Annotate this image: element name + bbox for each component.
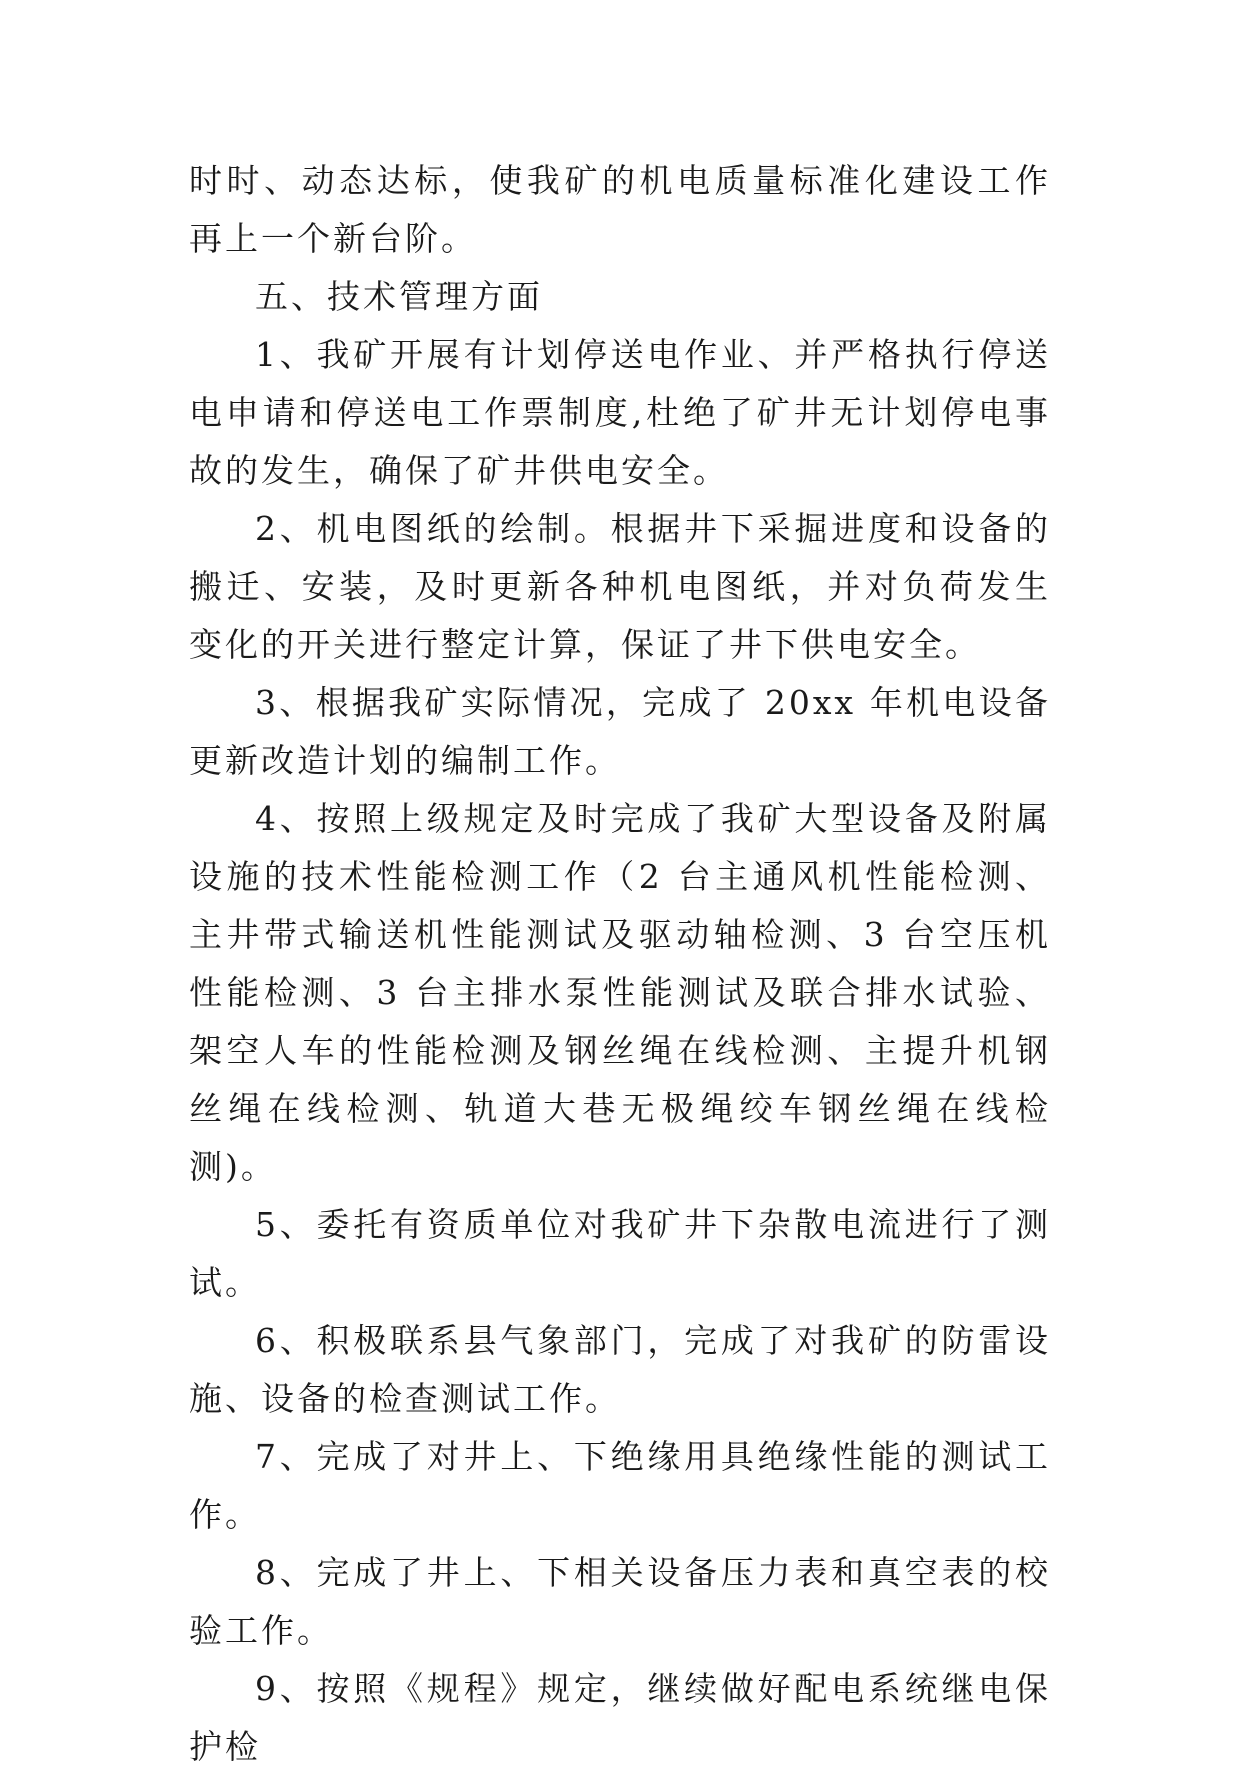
list-item-4: 4、按照上级规定及时完成了我矿大型设备及附属设施的技术性能检测工作（2 台主通风机性能检测、主井带式输送机性能测试及驱动轴检测、3 台空压机性能检测、3 台主排水泵性能测试及联合排水试验、架空人车的性能检测及钢丝绳在线检测、主提升机钢丝绳在线检测、轨道大巷无极绳绞车钢丝绳在线检测)。	[189, 799, 1051, 1186]
list-item-2: 2、机电图纸的绘制。根据井下采掘进度和设备的搬迁、安装，及时更新各种机电图纸，并对负荷发生变化的开关进行整定计算，保证了井下供电安全。	[189, 509, 1051, 664]
list-item-6: 6、积极联系县气象部门，完成了对我矿的防雷设施、设备的检查测试工作。	[189, 1321, 1051, 1418]
paragraph-continuation: 时时、动态达标，使我矿的机电质量标准化建设工作再上一个新台阶。	[189, 161, 1051, 258]
document-body	[189, 152, 1051, 1776]
list-item-9: 9、按照《规程》规定，继续做好配电系统继电保护检	[189, 1669, 1051, 1766]
list-item-3: 3、根据我矿实际情况，完成了 20xx 年机电设备更新改造计划的编制工作。	[189, 683, 1051, 780]
section-heading-technical-management: 五、技术管理方面	[255, 277, 543, 316]
list-item-8: 8、完成了井上、下相关设备压力表和真空表的校验工作。	[189, 1553, 1051, 1650]
list-item-1: 1、我矿开展有计划停送电作业、并严格执行停送电申请和停送电工作票制度,杜绝了矿井无计划停电事故的发生，确保了矿井供电安全。	[189, 335, 1051, 490]
list-item-7: 7、完成了对井上、下绝缘用具绝缘性能的测试工作。	[189, 1437, 1051, 1534]
list-item-5: 5、委托有资质单位对我矿井下杂散电流进行了测试。	[189, 1205, 1051, 1302]
